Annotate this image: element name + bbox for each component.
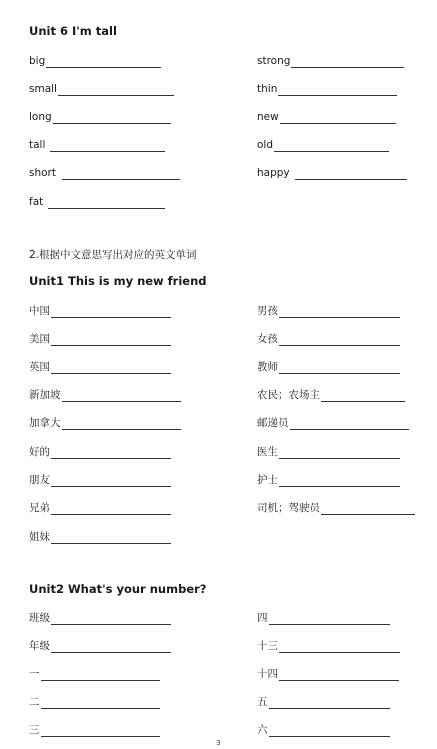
instruction-text: 2.根据中文意思写出对应的英文单词: [29, 249, 197, 261]
vocab-word: 好的: [29, 446, 50, 458]
vocab-word: 十四: [257, 668, 278, 680]
vocab-word: happy: [257, 167, 290, 179]
answer-blank[interactable]: [291, 56, 404, 68]
answer-blank[interactable]: [62, 168, 180, 180]
unit1-left-item: [29, 304, 171, 318]
answer-blank[interactable]: [51, 613, 171, 625]
vocab-word: 美国: [29, 333, 50, 345]
unit1-left-item: [29, 332, 171, 346]
unit6-right-item: [257, 138, 389, 152]
vocab-word: long: [29, 111, 52, 123]
answer-blank[interactable]: [53, 112, 171, 124]
answer-blank[interactable]: [295, 168, 407, 180]
unit6-right-item: [257, 166, 407, 180]
answer-blank[interactable]: [269, 725, 390, 737]
unit2-left-item: [29, 695, 160, 709]
vocab-word: 三: [29, 724, 40, 736]
answer-blank[interactable]: [280, 112, 396, 124]
unit2-right-item: [257, 667, 399, 681]
answer-blank[interactable]: [51, 641, 171, 653]
answer-blank[interactable]: [41, 725, 160, 737]
unit2-right-item: [257, 639, 400, 653]
unit1-right-item: [257, 416, 409, 430]
answer-blank[interactable]: [51, 447, 171, 459]
answer-blank[interactable]: [274, 140, 389, 152]
vocab-word: old: [257, 139, 274, 151]
answer-blank[interactable]: [46, 56, 161, 68]
answer-blank[interactable]: [321, 390, 405, 402]
unit2-left-item: [29, 667, 160, 681]
unit2-left-item: [29, 639, 171, 653]
answer-blank[interactable]: [279, 362, 400, 374]
unit6-left-item: [29, 54, 161, 68]
unit6-left-item: [29, 138, 165, 152]
vocab-word: 姐妹: [29, 531, 50, 543]
vocab-word: 一: [29, 668, 40, 680]
unit1-right-item: [257, 360, 400, 374]
vocab-word: 护士: [257, 474, 278, 486]
answer-blank[interactable]: [321, 503, 415, 515]
unit1-right-item: [257, 501, 415, 515]
answer-blank[interactable]: [279, 641, 400, 653]
answer-blank[interactable]: [279, 475, 400, 487]
vocab-word: strong: [257, 55, 291, 67]
answer-blank[interactable]: [269, 697, 390, 709]
vocab-word: 十三: [257, 640, 278, 652]
answer-blank[interactable]: [278, 84, 397, 96]
answer-blank[interactable]: [279, 306, 400, 318]
unit1-left-item: [29, 501, 171, 515]
vocab-word: 六: [257, 724, 268, 736]
answer-blank[interactable]: [51, 475, 171, 487]
answer-blank[interactable]: [279, 334, 400, 346]
unit1-right-item: [257, 388, 405, 402]
answer-blank[interactable]: [51, 334, 171, 346]
vocab-word: 男孩: [257, 305, 278, 317]
unit2-right-item: [257, 695, 390, 709]
unit1-left-item: [29, 530, 171, 544]
vocab-word: 中国: [29, 305, 50, 317]
unit1-left-item: [29, 445, 171, 459]
answer-blank[interactable]: [41, 697, 160, 709]
unit2-left-item: [29, 611, 171, 625]
unit1-right-item: [257, 304, 400, 318]
answer-blank[interactable]: [51, 532, 171, 544]
unit2-title: Unit2 What's your number?: [29, 582, 207, 596]
vocab-word: 五: [257, 696, 268, 708]
vocab-word: 邮递员: [257, 417, 289, 429]
unit6-right-item: [257, 54, 404, 68]
answer-blank[interactable]: [279, 447, 400, 459]
answer-blank[interactable]: [41, 669, 160, 681]
answer-blank[interactable]: [269, 613, 390, 625]
vocab-word: 农民；农场主: [257, 389, 320, 401]
unit6-left-item: [29, 166, 180, 180]
vocab-word: 新加坡: [29, 389, 61, 401]
unit6-left-item: [29, 82, 174, 96]
unit1-left-item: [29, 473, 171, 487]
vocab-word: tall: [29, 139, 46, 151]
page-number: 3: [216, 739, 221, 747]
vocab-word: 兄弟: [29, 502, 50, 514]
unit6-left-item: [29, 110, 171, 124]
unit1-right-item: [257, 473, 400, 487]
answer-blank[interactable]: [58, 84, 174, 96]
unit1-left-item: [29, 416, 181, 430]
vocab-word: 女孩: [257, 333, 278, 345]
unit6-right-item: [257, 82, 397, 96]
answer-blank[interactable]: [51, 362, 171, 374]
vocab-word: 朋友: [29, 474, 50, 486]
unit6-left-item: [29, 195, 165, 209]
unit1-right-item: [257, 332, 400, 346]
vocab-word: 二: [29, 696, 40, 708]
vocab-word: 四: [257, 612, 268, 624]
unit1-left-item: [29, 360, 171, 374]
vocab-word: small: [29, 83, 57, 95]
vocab-word: 英国: [29, 361, 50, 373]
vocab-word: 加拿大: [29, 417, 61, 429]
vocab-word: 医生: [257, 446, 278, 458]
answer-blank[interactable]: [62, 418, 181, 430]
vocab-word: 年级: [29, 640, 50, 652]
unit2-left-item: [29, 723, 160, 737]
answer-blank[interactable]: [279, 669, 399, 681]
answer-blank[interactable]: [50, 140, 165, 152]
unit1-left-item: [29, 388, 181, 402]
vocab-word: big: [29, 55, 46, 67]
answer-blank[interactable]: [51, 503, 171, 515]
unit2-right-item: [257, 611, 390, 625]
vocab-word: 教师: [257, 361, 278, 373]
answer-blank[interactable]: [51, 306, 171, 318]
vocab-word: 司机；驾驶员: [257, 502, 320, 514]
unit6-right-item: [257, 110, 396, 124]
vocab-word: short: [29, 167, 56, 179]
vocab-word: fat: [29, 196, 44, 208]
vocab-word: new: [257, 111, 279, 123]
answer-blank[interactable]: [48, 197, 165, 209]
unit1-right-item: [257, 445, 400, 459]
vocab-word: 班级: [29, 612, 50, 624]
answer-blank[interactable]: [62, 390, 181, 402]
unit1-title: Unit1 This is my new friend: [29, 274, 207, 288]
unit6-title: Unit 6 I'm tall: [29, 24, 117, 38]
answer-blank[interactable]: [290, 418, 409, 430]
vocab-word: thin: [257, 83, 278, 95]
unit2-right-item: [257, 723, 390, 737]
